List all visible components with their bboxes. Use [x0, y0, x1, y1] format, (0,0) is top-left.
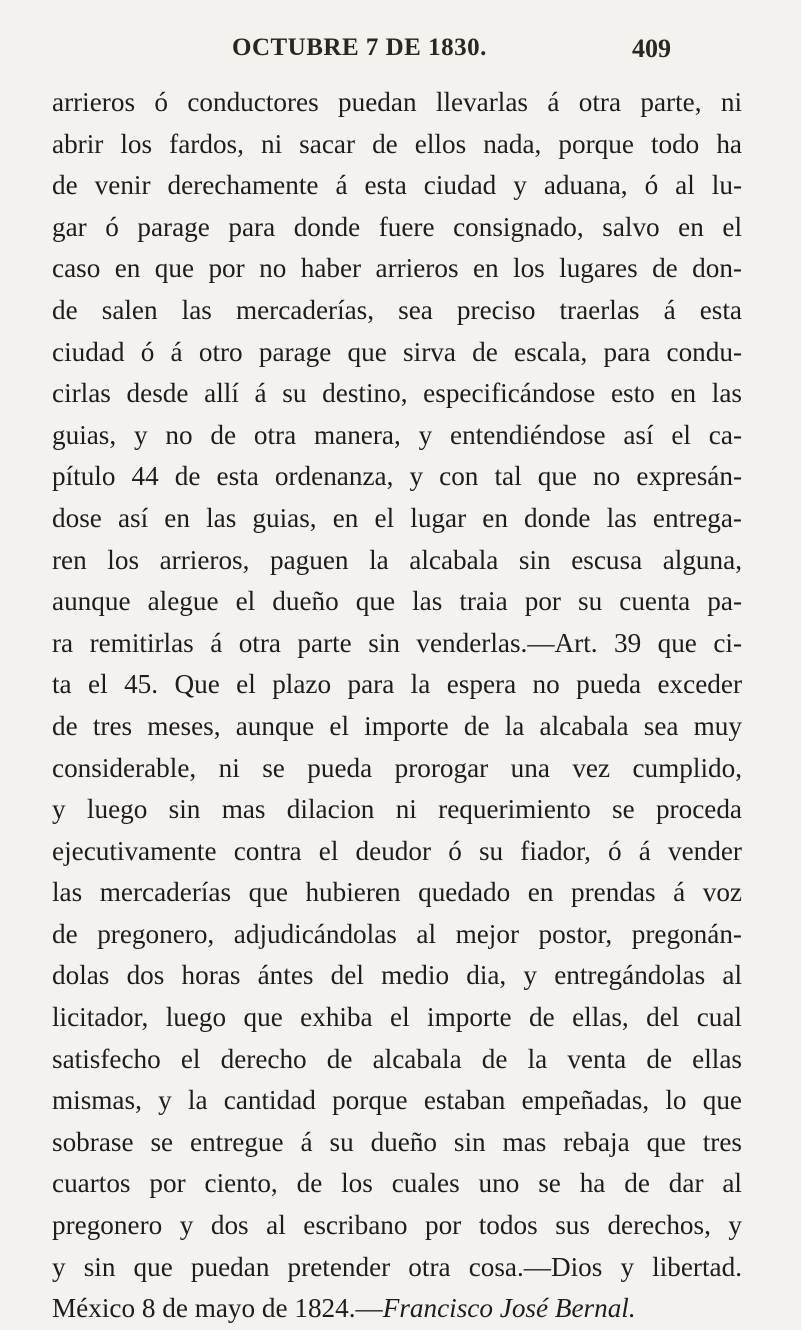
text-line: y luego sin mas dilacion ni requerimiento se proceda [52, 794, 742, 825]
text-line: ta el 45. Que el plazo para la espera no pueda exceder [52, 669, 742, 700]
text-line: pregonero y dos al escribano por todos sus derechos, y [52, 1210, 742, 1241]
text-line: gar ó parage para donde fuere consignado, salvo en el [52, 211, 742, 242]
text-line: de venir derechamente á esta ciudad y aduana, ó al lu- [52, 170, 742, 201]
place-date: México 8 de mayo de 1824.— [52, 1293, 383, 1324]
text-line: cuartos por ciento, de los cuales uno se ha de dar al [52, 1168, 742, 1199]
text-line: arrieros ó conductores puedan llevarlas á otra parte, ni [52, 87, 742, 117]
text-line: pítulo 44 de esta ordenanza, y con tal que no expresán- [52, 461, 742, 492]
body-text [52, 82, 742, 1330]
text-line: licitador, luego que exhiba el importe de ellas, del cual [52, 1002, 742, 1033]
text-line: dose así en las guias, en el lugar en donde las entrega- [52, 502, 742, 533]
text-line: de pregonero, adjudicándolas al mejor postor, pregonán- [52, 918, 742, 949]
signature: Francisco José Bernal. [382, 1293, 636, 1324]
text-line: ejecutivamente contra el deudor ó su fiador, ó á vender [52, 835, 742, 866]
text-line: considerable, ni se pueda prorogar una vez cumplido, [52, 752, 742, 783]
text-line: cirlas desde allí á su destino, especificándose esto en las [52, 378, 742, 409]
text-line: de tres meses, aunque el importe de la alcabala sea muy [52, 710, 742, 741]
text-line: ra remitirlas á otra parte sin venderlas.—Art. 39 que ci- [52, 627, 742, 658]
text-line: las mercaderías que hubieren quedado en prendas á voz [52, 877, 742, 908]
text-line: guias, y no de otra manera, y entendiéndose así el ca- [52, 419, 742, 450]
page-number: 409 [632, 34, 671, 63]
text-line: ren los arrieros, paguen la alcabala sin escusa alguna, [52, 544, 742, 575]
text-line: de salen las mercaderías, sea preciso traerlas á esta [52, 294, 742, 325]
text-line: y sin que puedan pretender otra cosa.—Dios y libertad. [52, 1251, 742, 1282]
closing-line [52, 1288, 742, 1330]
text-line: aunque alegue el dueño que las traia por su cuenta pa- [52, 586, 742, 617]
text-line: dolas dos horas ántes del medio dia, y entregándolas al [52, 960, 742, 991]
text-line: sobrase se entregue á su dueño sin mas rebaja que tres [52, 1126, 742, 1157]
text-line: satisfecho el derecho de alcabala de la venta de ellas [52, 1043, 742, 1074]
text-line: abrir los fardos, ni sacar de ellos nada, porque todo ha [52, 128, 742, 159]
text-line: ciudad ó á otro parage que sirva de escala, para condu- [52, 336, 742, 367]
text-line: mismas, y la cantidad porque estaban empeñadas, lo que [52, 1085, 742, 1116]
text-line: caso en que por no haber arrieros en los lugares de don- [52, 253, 742, 284]
running-title: OCTUBRE 7 DE 1830. [232, 34, 487, 61]
